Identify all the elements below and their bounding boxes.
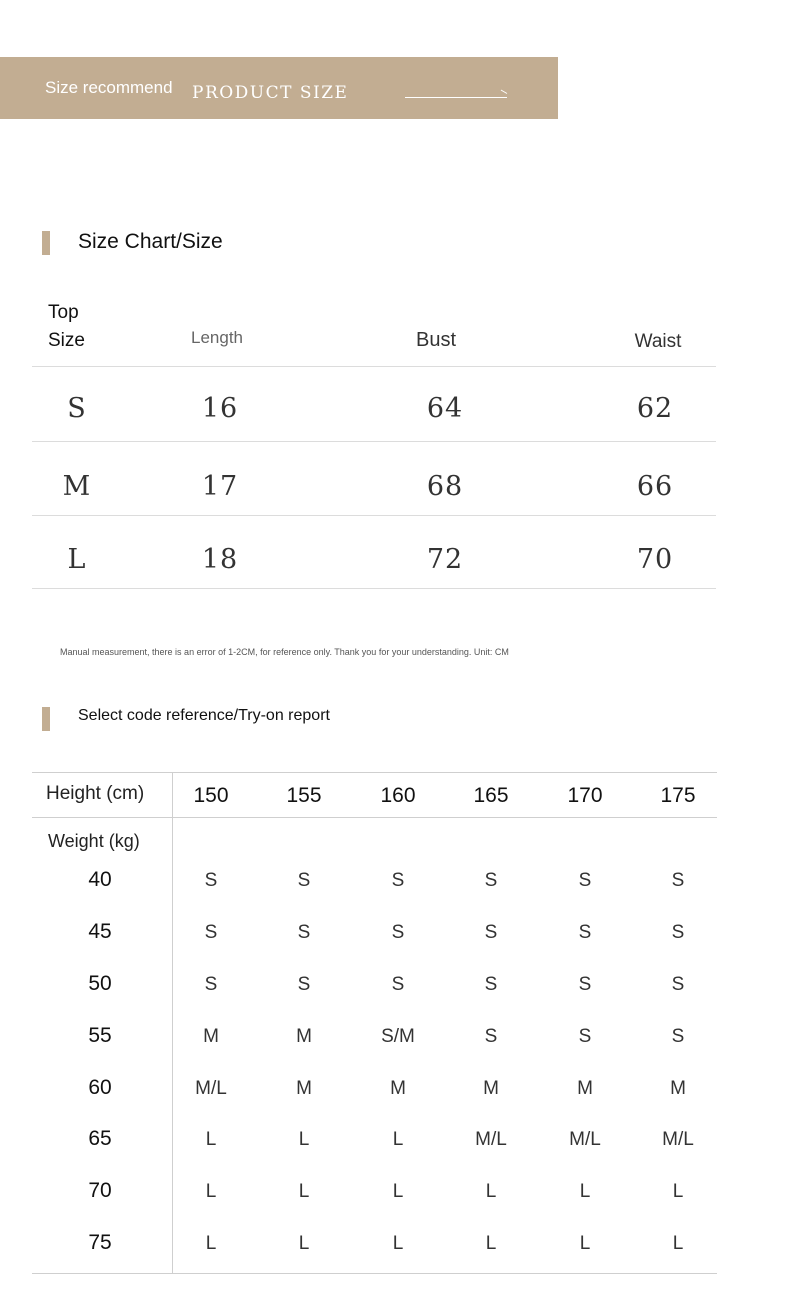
size-recommendation-cell: M/L bbox=[475, 1129, 507, 1150]
bust-cell: 64 bbox=[426, 393, 464, 424]
bust-cell: 68 bbox=[426, 471, 464, 502]
measurement-note: Manual measurement, there is an error of 1-2CM, for reference only. Thank you for your understanding. Unit: CM bbox=[60, 647, 509, 657]
weight-value: 55 bbox=[88, 1024, 112, 1047]
size-recommendation-cell: S bbox=[204, 870, 218, 891]
size-recommendation-cell: S bbox=[484, 974, 498, 995]
divider bbox=[32, 366, 716, 367]
weight-value: 60 bbox=[88, 1076, 112, 1099]
header-length: Length bbox=[191, 328, 243, 347]
size-cell: M bbox=[62, 471, 92, 502]
size-recommendation-cell: L bbox=[579, 1233, 591, 1254]
size-recommendation-cell: S/M bbox=[381, 1026, 415, 1047]
size-recommendation-cell: M bbox=[296, 1026, 312, 1047]
product-size-banner bbox=[0, 57, 558, 119]
size-recommendation-cell: S bbox=[578, 1026, 592, 1047]
length-cell: 17 bbox=[201, 471, 239, 502]
size-recommendation-cell: M bbox=[390, 1078, 406, 1099]
header-waist: Waist bbox=[634, 331, 682, 352]
weight-value: 70 bbox=[88, 1179, 112, 1202]
table-header-divider bbox=[32, 817, 717, 818]
size-chart-first-header bbox=[48, 299, 85, 355]
size-cell: S bbox=[67, 393, 87, 424]
size-recommendation-cell: M bbox=[203, 1026, 219, 1047]
height-value: 160 bbox=[380, 784, 416, 807]
size-recommendation-cell: L bbox=[205, 1181, 217, 1202]
waist-cell: 62 bbox=[636, 393, 674, 424]
size-recommendation-cell: S bbox=[671, 922, 685, 943]
header-size-label: Size bbox=[48, 330, 85, 351]
section-marker bbox=[42, 231, 50, 255]
height-value: 170 bbox=[567, 784, 603, 807]
header-bust: Bust bbox=[415, 329, 457, 351]
tryon-title: Select code reference/Try-on report bbox=[78, 707, 330, 724]
height-value: 150 bbox=[193, 784, 229, 807]
size-recommendation-cell: M bbox=[577, 1078, 593, 1099]
size-recommendation-cell: S bbox=[484, 1026, 498, 1047]
size-recommendation-cell: S bbox=[297, 870, 311, 891]
height-value: 155 bbox=[286, 784, 322, 807]
size-recommendation-cell: S bbox=[391, 974, 405, 995]
divider bbox=[32, 441, 716, 442]
size-recommendation-cell: M bbox=[483, 1078, 499, 1099]
size-recommendation-cell: L bbox=[298, 1129, 310, 1150]
height-label: Height (cm) bbox=[46, 783, 145, 804]
size-recommendation-cell: L bbox=[298, 1233, 310, 1254]
banner-title: PRODUCT SIZE bbox=[192, 83, 349, 103]
height-value: 165 bbox=[473, 784, 509, 807]
size-cell: L bbox=[67, 544, 87, 575]
header-top-label: Top bbox=[48, 302, 79, 323]
waist-cell: 70 bbox=[636, 544, 674, 575]
size-recommendation-cell: L bbox=[205, 1129, 217, 1150]
weight-value: 40 bbox=[88, 868, 112, 891]
table-top-border bbox=[32, 772, 717, 773]
size-recommendation-cell: L bbox=[298, 1181, 310, 1202]
size-recommendation-cell: L bbox=[672, 1181, 684, 1202]
bust-cell: 72 bbox=[426, 544, 464, 575]
size-recommendation-cell: L bbox=[579, 1181, 591, 1202]
weight-value: 65 bbox=[88, 1127, 112, 1150]
size-recommendation-cell: L bbox=[205, 1233, 217, 1254]
banner-subtitle: Size recommend bbox=[45, 78, 173, 97]
size-recommendation-cell: L bbox=[672, 1233, 684, 1254]
size-recommendation-cell: S bbox=[391, 870, 405, 891]
weight-value: 50 bbox=[88, 972, 112, 995]
size-recommendation-cell: M/L bbox=[662, 1129, 694, 1150]
size-chart-title: Size Chart/Size bbox=[78, 230, 223, 253]
size-recommendation-cell: M bbox=[296, 1078, 312, 1099]
banner-arrow-line bbox=[405, 97, 507, 98]
length-cell: 16 bbox=[201, 393, 239, 424]
weight-value: 75 bbox=[88, 1231, 112, 1254]
size-recommendation-cell: M/L bbox=[195, 1078, 227, 1099]
divider bbox=[32, 588, 716, 589]
size-recommendation-cell: L bbox=[392, 1129, 404, 1150]
divider bbox=[32, 515, 716, 516]
size-recommendation-cell: L bbox=[485, 1233, 497, 1254]
section-marker bbox=[42, 707, 50, 731]
size-recommendation-cell: S bbox=[671, 1026, 685, 1047]
size-recommendation-cell: S bbox=[204, 974, 218, 995]
size-recommendation-cell: S bbox=[671, 974, 685, 995]
size-recommendation-cell: S bbox=[578, 922, 592, 943]
height-value: 175 bbox=[660, 784, 696, 807]
weight-label: Weight (kg) bbox=[48, 831, 140, 851]
table-column-divider bbox=[172, 772, 173, 1274]
banner-arrow-head bbox=[501, 90, 508, 94]
size-recommendation-cell: S bbox=[297, 974, 311, 995]
size-recommendation-cell: L bbox=[392, 1181, 404, 1202]
size-recommendation-cell: S bbox=[484, 922, 498, 943]
size-recommendation-cell: S bbox=[484, 870, 498, 891]
size-recommendation-cell: S bbox=[578, 974, 592, 995]
waist-cell: 66 bbox=[636, 471, 674, 502]
size-recommendation-cell: L bbox=[485, 1181, 497, 1202]
length-cell: 18 bbox=[201, 544, 239, 575]
size-recommendation-cell: S bbox=[578, 870, 592, 891]
size-recommendation-cell: S bbox=[671, 870, 685, 891]
weight-value: 45 bbox=[88, 920, 112, 943]
size-recommendation-cell: M bbox=[670, 1078, 686, 1099]
size-recommendation-cell: S bbox=[204, 922, 218, 943]
table-bottom-border bbox=[32, 1273, 717, 1274]
size-recommendation-cell: S bbox=[297, 922, 311, 943]
size-recommendation-cell: S bbox=[391, 922, 405, 943]
size-recommendation-cell: M/L bbox=[569, 1129, 601, 1150]
size-recommendation-cell: L bbox=[392, 1233, 404, 1254]
